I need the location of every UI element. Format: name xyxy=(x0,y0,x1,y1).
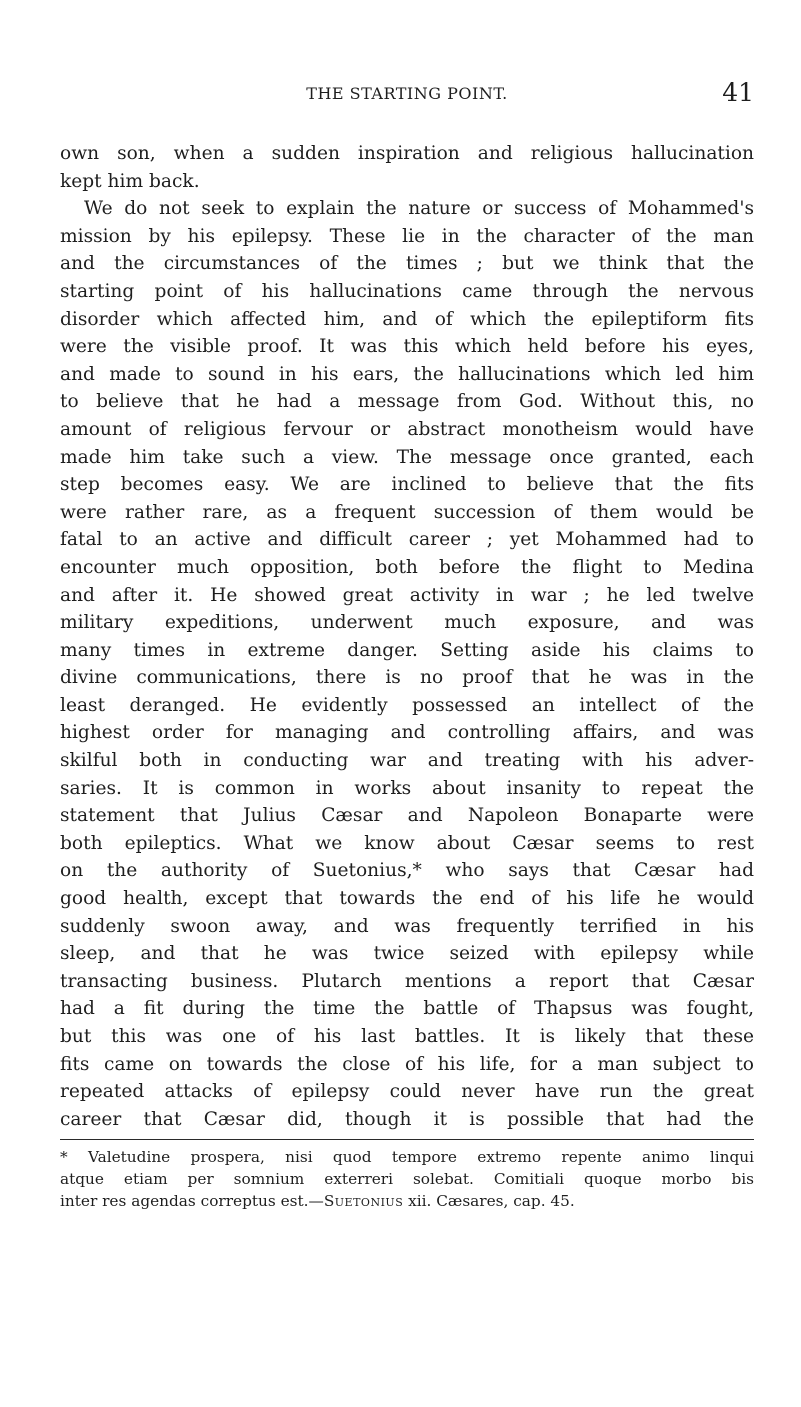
text-line: military expeditions, underwent much exposure, and was xyxy=(60,612,754,634)
text-line: disorder which affected him, and of which the epileptiform fits xyxy=(60,308,754,330)
page-number: 41 xyxy=(722,78,754,107)
footnote-line xyxy=(60,1190,754,1212)
text-line: and made to sound in his ears, the hallucinations which led him xyxy=(60,363,754,385)
footnote-divider xyxy=(60,1139,754,1140)
text-line: highest order for managing and controlling affairs, and was xyxy=(60,722,754,744)
page-header xyxy=(60,78,754,114)
text-line: and the circumstances of the times ; but we think that the xyxy=(60,253,754,275)
book-page xyxy=(60,78,754,1212)
text-line: amount of religious fervour or abstract monotheism would have xyxy=(60,418,754,440)
text-line: suddenly swoon away, and was frequently terrified in his xyxy=(60,915,754,937)
text-line: encounter much opposition, both before the flight to Medina xyxy=(60,556,754,578)
text-line: to believe that he had a message from God. Without this, no xyxy=(60,391,754,413)
text-line: starting point of his hallucinations came through the nervous xyxy=(60,280,754,302)
text-line: own son, when a sudden inspiration and religious hallucination xyxy=(60,143,754,164)
text-line: many times in extreme danger. Setting aside his claims to xyxy=(60,639,754,661)
footnote-line: atque etiam per somnium exterreri solebat. Comitiali quoque morbo bis xyxy=(60,1170,754,1189)
text-line: mission by his epilepsy. These lie in the character of the man xyxy=(60,225,754,247)
text-line: least deranged. He evidently possessed an intellect of the xyxy=(60,694,754,716)
text-line: statement that Julius Cæsar and Napoleon Bonaparte were xyxy=(60,805,754,827)
text-line: divine communications, there is no proof that he was in the xyxy=(60,667,754,689)
text-line: transacting business. Plutarch mentions a report that Cæsar xyxy=(60,970,754,992)
text-line: sleep, and that he was twice seized with epilepsy while xyxy=(60,943,754,965)
footnote-text: inter res agendas correptus est.— xyxy=(60,1192,324,1211)
text-line: repeated attacks of epilepsy could never have run the great xyxy=(60,1081,754,1103)
running-head: THE STARTING POINT. xyxy=(306,84,508,103)
footnote-citation: xii. Cæsares, cap. 45. xyxy=(403,1192,575,1211)
footnote-line: * Valetudine prospera, nisi quod tempore extremo repente animo linqui xyxy=(60,1148,754,1167)
text-line: fatal to an active and difficult career ; yet Mohammed had to xyxy=(60,529,754,551)
footnote-author: Suetonius xyxy=(323,1192,404,1211)
text-line: made him take such a view. The message once granted, each xyxy=(60,446,754,468)
text-line: kept him back. xyxy=(60,170,200,192)
text-line: had a fit during the time the battle of Thapsus was fought, xyxy=(60,998,754,1020)
text-line: step becomes easy. We are inclined to believe that the fits xyxy=(60,474,754,496)
text-line: both epileptics. What we know about Cæsar seems to rest xyxy=(60,832,754,854)
text-line: fits came on towards the close of his life, for a man subject to xyxy=(60,1053,754,1075)
text-line: were the visible proof. It was this which held before his eyes, xyxy=(60,336,754,358)
text-line: and after it. He showed great activity in war ; he led twelve xyxy=(60,584,754,606)
text-line: saries. It is common in works about insanity to repeat the xyxy=(60,777,754,799)
text-line: were rather rare, as a frequent succession of them would be xyxy=(60,501,754,523)
text-line: but this was one of his last battles. It is likely that these xyxy=(60,1026,754,1047)
footnote xyxy=(60,1146,754,1212)
text-line: skilful both in conducting war and treating with his adver- xyxy=(60,750,754,772)
text-line: good health, except that towards the end of his life he would xyxy=(60,888,754,910)
text-line: on the authority of Suetonius,* who says that Cæsar had xyxy=(60,860,754,882)
text-line: We do not seek to explain the nature or success of Mohammed's xyxy=(84,198,754,220)
body-text xyxy=(60,140,754,1133)
text-line: career that Cæsar did, though it is possible that had the xyxy=(60,1108,754,1130)
